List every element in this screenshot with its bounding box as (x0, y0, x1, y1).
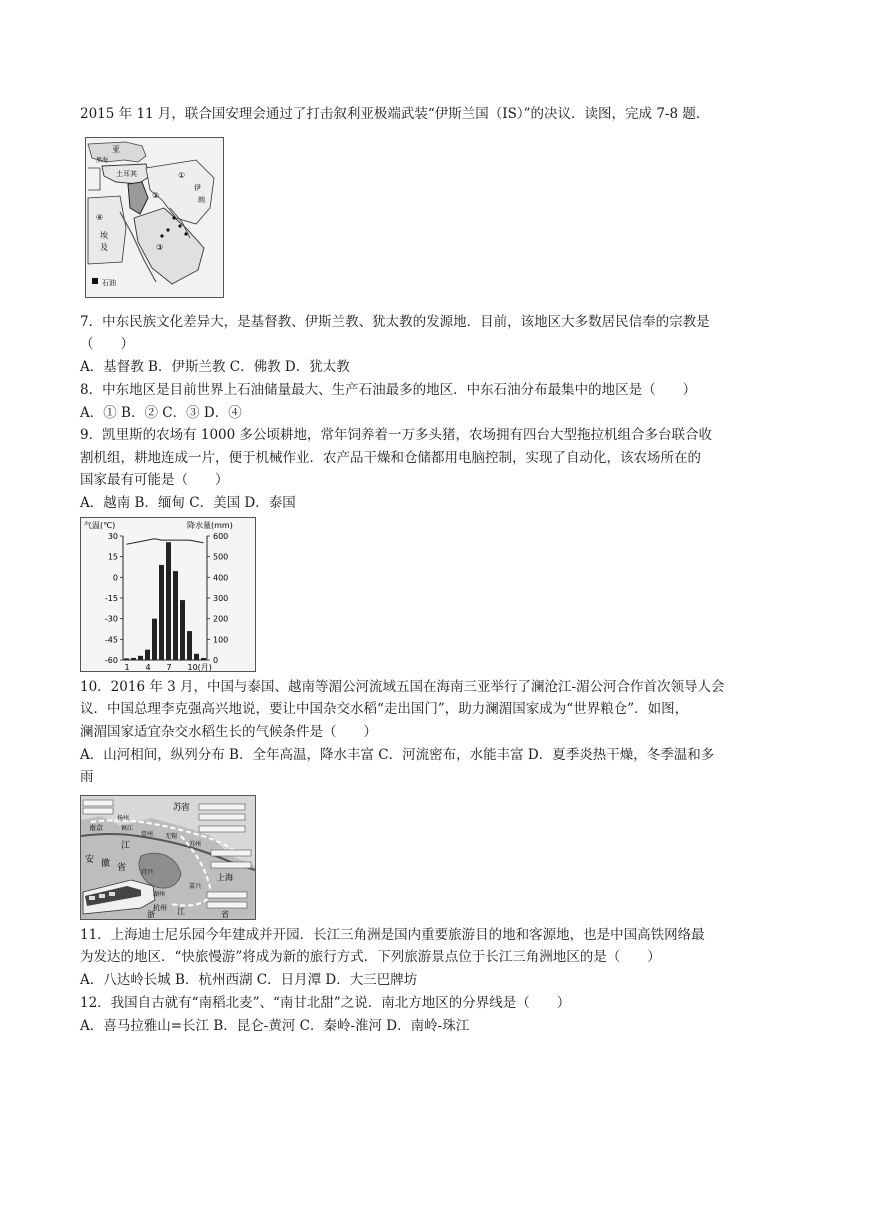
q8-options: A．① B．② C．③ D．④ (80, 405, 242, 421)
precipitation-bar (173, 571, 178, 660)
month-tick-label: 1 (124, 663, 130, 671)
precipitation-tick-label: 0 (213, 656, 219, 665)
oil-legend-label: 石油 (102, 279, 116, 287)
yangtze-rail-map-graphic (81, 796, 255, 919)
precipitation-bar (187, 631, 192, 660)
q11-stem-2: 为发达的地区．“快旅慢游”将成为新的旅行方式．下列旅游景点位于长江三角洲地区的是（ ） (80, 949, 661, 965)
temperature-tick-label: -15 (104, 594, 118, 603)
middle-east-map-graphic (86, 138, 223, 297)
q9-stem-2: 割机组，耕地连成一片，便于机械作业．农产品干燥和仓储都用电脑控制，实现了自动化，该农场所在的 (80, 450, 701, 466)
month-tick-label: 4 (145, 663, 151, 671)
rail-label-jiang-1: 江 (121, 841, 131, 851)
q12-stem-1: 12．我国自古就有“南稻北麦”、“南甘北甜”之说．南北方地区的分界线是（ ） (80, 995, 571, 1011)
map-label-egypt-1: 埃 (100, 231, 108, 240)
rail-label-sheng-3: 省 (221, 910, 229, 919)
q10-options-1: A．山河相间，纵列分布 B．全年高温，降水丰富 C．河流密布，水能丰富 D．夏季炎热干燥，冬季温和多 (80, 747, 715, 763)
temperature-tick-label: -30 (104, 614, 118, 624)
precipitation-tick-label: 300 (213, 594, 229, 603)
precipitation-tick-label: 500 (213, 552, 229, 562)
map-label-2: ② (152, 191, 160, 200)
q7-stem-1: 7．中东民族文化差异大，是基督教、伊斯兰教、犹太教的发源地．目前，该地区大多数居民信奉的宗教是 (80, 314, 710, 330)
rail-label-sheng-2: 省 (117, 863, 127, 873)
precipitation-tick-label: 600 (213, 532, 229, 541)
q10-stem-2: 议．中国总理李克强高兴地说，要让中国杂交水稻“走出国门”，助力澜湄国家成为“世界粮仓”．如图， (80, 701, 689, 717)
rail-label-an: 安 (85, 855, 95, 865)
q9-options: A．越南 B．缅甸 C．美国 D．泰国 (80, 495, 296, 511)
temperature-tick-label: -60 (104, 656, 118, 665)
q12-options: A．喜马拉雅山=长江 B．昆仑-黄河 C．秦岭-淮河 D．南岭-珠江 (80, 1018, 470, 1034)
rail-label-yangzhou: 扬州 (117, 815, 130, 822)
rail-label-wuxi: 无锡 (165, 833, 178, 840)
q7-options: A．基督教 B．伊斯兰教 C．佛教 D．犹太教 (80, 359, 350, 375)
month-tick-label: 7 (166, 663, 172, 671)
yangtze-rail-map (80, 795, 256, 920)
rail-label-shanghai: 上海 (217, 873, 233, 882)
map-label-iran-2: 朗 (198, 196, 205, 204)
temperature-tick-label: 30 (107, 532, 118, 541)
temperature-line (127, 539, 204, 545)
map-label-black-sea: 黑海 (96, 157, 109, 164)
precipitation-bar (145, 650, 150, 660)
precipitation-bar (131, 658, 136, 660)
middle-east-map (85, 137, 224, 298)
oil-legend-icon (92, 278, 98, 284)
temperature-tick-label: 0 (112, 573, 118, 583)
temperature-tick-label: -45 (104, 635, 118, 645)
precipitation-tick-label: 200 (213, 614, 229, 624)
rail-label-zhe: 浙 (147, 910, 155, 919)
precipitation-axis-title: 降水量(mm) (187, 521, 233, 530)
precipitation-bar (194, 654, 199, 660)
q8-stem-1: 8．中东地区是目前世界上石油储量最大、生产石油最多的地区．中东石油分布最集中的地区是（ ） (80, 382, 697, 398)
q11-options: A．八达岭长城 B．杭州西湖 C．日月潭 D．大三巴牌坊 (80, 972, 418, 988)
q10-options-2: 雨 (80, 769, 94, 785)
precipitation-bar (180, 600, 185, 660)
rail-label-hui: 徽 (101, 859, 111, 869)
q10-stem-1: 10．2016 年 3 月，中国与泰国、越南等湄公河流域五国在海南三亚举行了澜沧江-湄公河合作首次领导人会 (80, 679, 725, 695)
map-label-asia: 亚 (112, 145, 120, 154)
rail-label-yixing: 宜兴 (141, 869, 154, 876)
rail-label-hangzhou: 杭州 (153, 904, 167, 912)
intro-text: 2015 年 11 月，联合国安理会通过了打击叙利亚极端武装“伊斯兰国（IS）”的决议．读图，完成 7-8 题． (80, 106, 710, 122)
precipitation-bar (138, 656, 143, 660)
rail-label-jiaxing: 嘉兴 (189, 883, 202, 890)
precipitation-bar (201, 658, 206, 660)
rail-label-zhenjiang: 镇江 (121, 825, 134, 832)
precipitation-tick-label: 400 (213, 573, 229, 583)
map-label-egypt-2: 及 (100, 243, 108, 252)
precipitation-bar (159, 565, 164, 660)
q11-stem-1: 11．上海迪士尼乐园今年建成并开园．长江三角洲是国内重要旅游目的地和客源地，也是中国高铁网络最 (80, 927, 705, 943)
rail-label-changzhou: 常州 (141, 831, 154, 838)
map-label-4: ④ (96, 213, 104, 222)
map-label-iran-1: 伊 (194, 184, 201, 192)
map-label-turkey: 土耳其 (116, 170, 137, 178)
q9-stem-1: 9．凯里斯的农场有 1000 多公顷耕地，常年饲养着一万多头猪，农场拥有四台大型拖拉机组合多台联合收 (80, 427, 713, 443)
precipitation-bar (124, 658, 129, 660)
climate-chart-graphic (81, 518, 255, 671)
precipitation-tick-label: 100 (213, 635, 229, 645)
precipitation-bar (166, 542, 171, 660)
climate-chart (80, 517, 256, 672)
rail-label-huzhou: 湖州 (153, 891, 166, 898)
precipitation-bar (152, 619, 157, 660)
map-label-1: ① (178, 171, 186, 180)
temperature-tick-label: 15 (107, 552, 118, 562)
q9-stem-3: 国家最有可能是（ ） (80, 472, 229, 488)
rail-label-jiang-2: 江 (177, 907, 185, 916)
rail-label-su: 苏 (173, 803, 183, 813)
q7-stem-2: （ ） (80, 336, 134, 352)
month-tick-label: 10(月) (187, 663, 212, 671)
q10-stem-3: 澜湄国家适宜杂交水稻生长的气候条件是（ ） (80, 724, 377, 740)
rail-label-nanjing: 南京 (89, 824, 103, 832)
rail-label-sheng-1: 省 (181, 803, 191, 813)
map-label-3: ③ (156, 243, 164, 252)
rail-label-suzhou: 苏州 (189, 841, 202, 848)
temperature-axis-title: 气温(℃) (84, 521, 116, 530)
